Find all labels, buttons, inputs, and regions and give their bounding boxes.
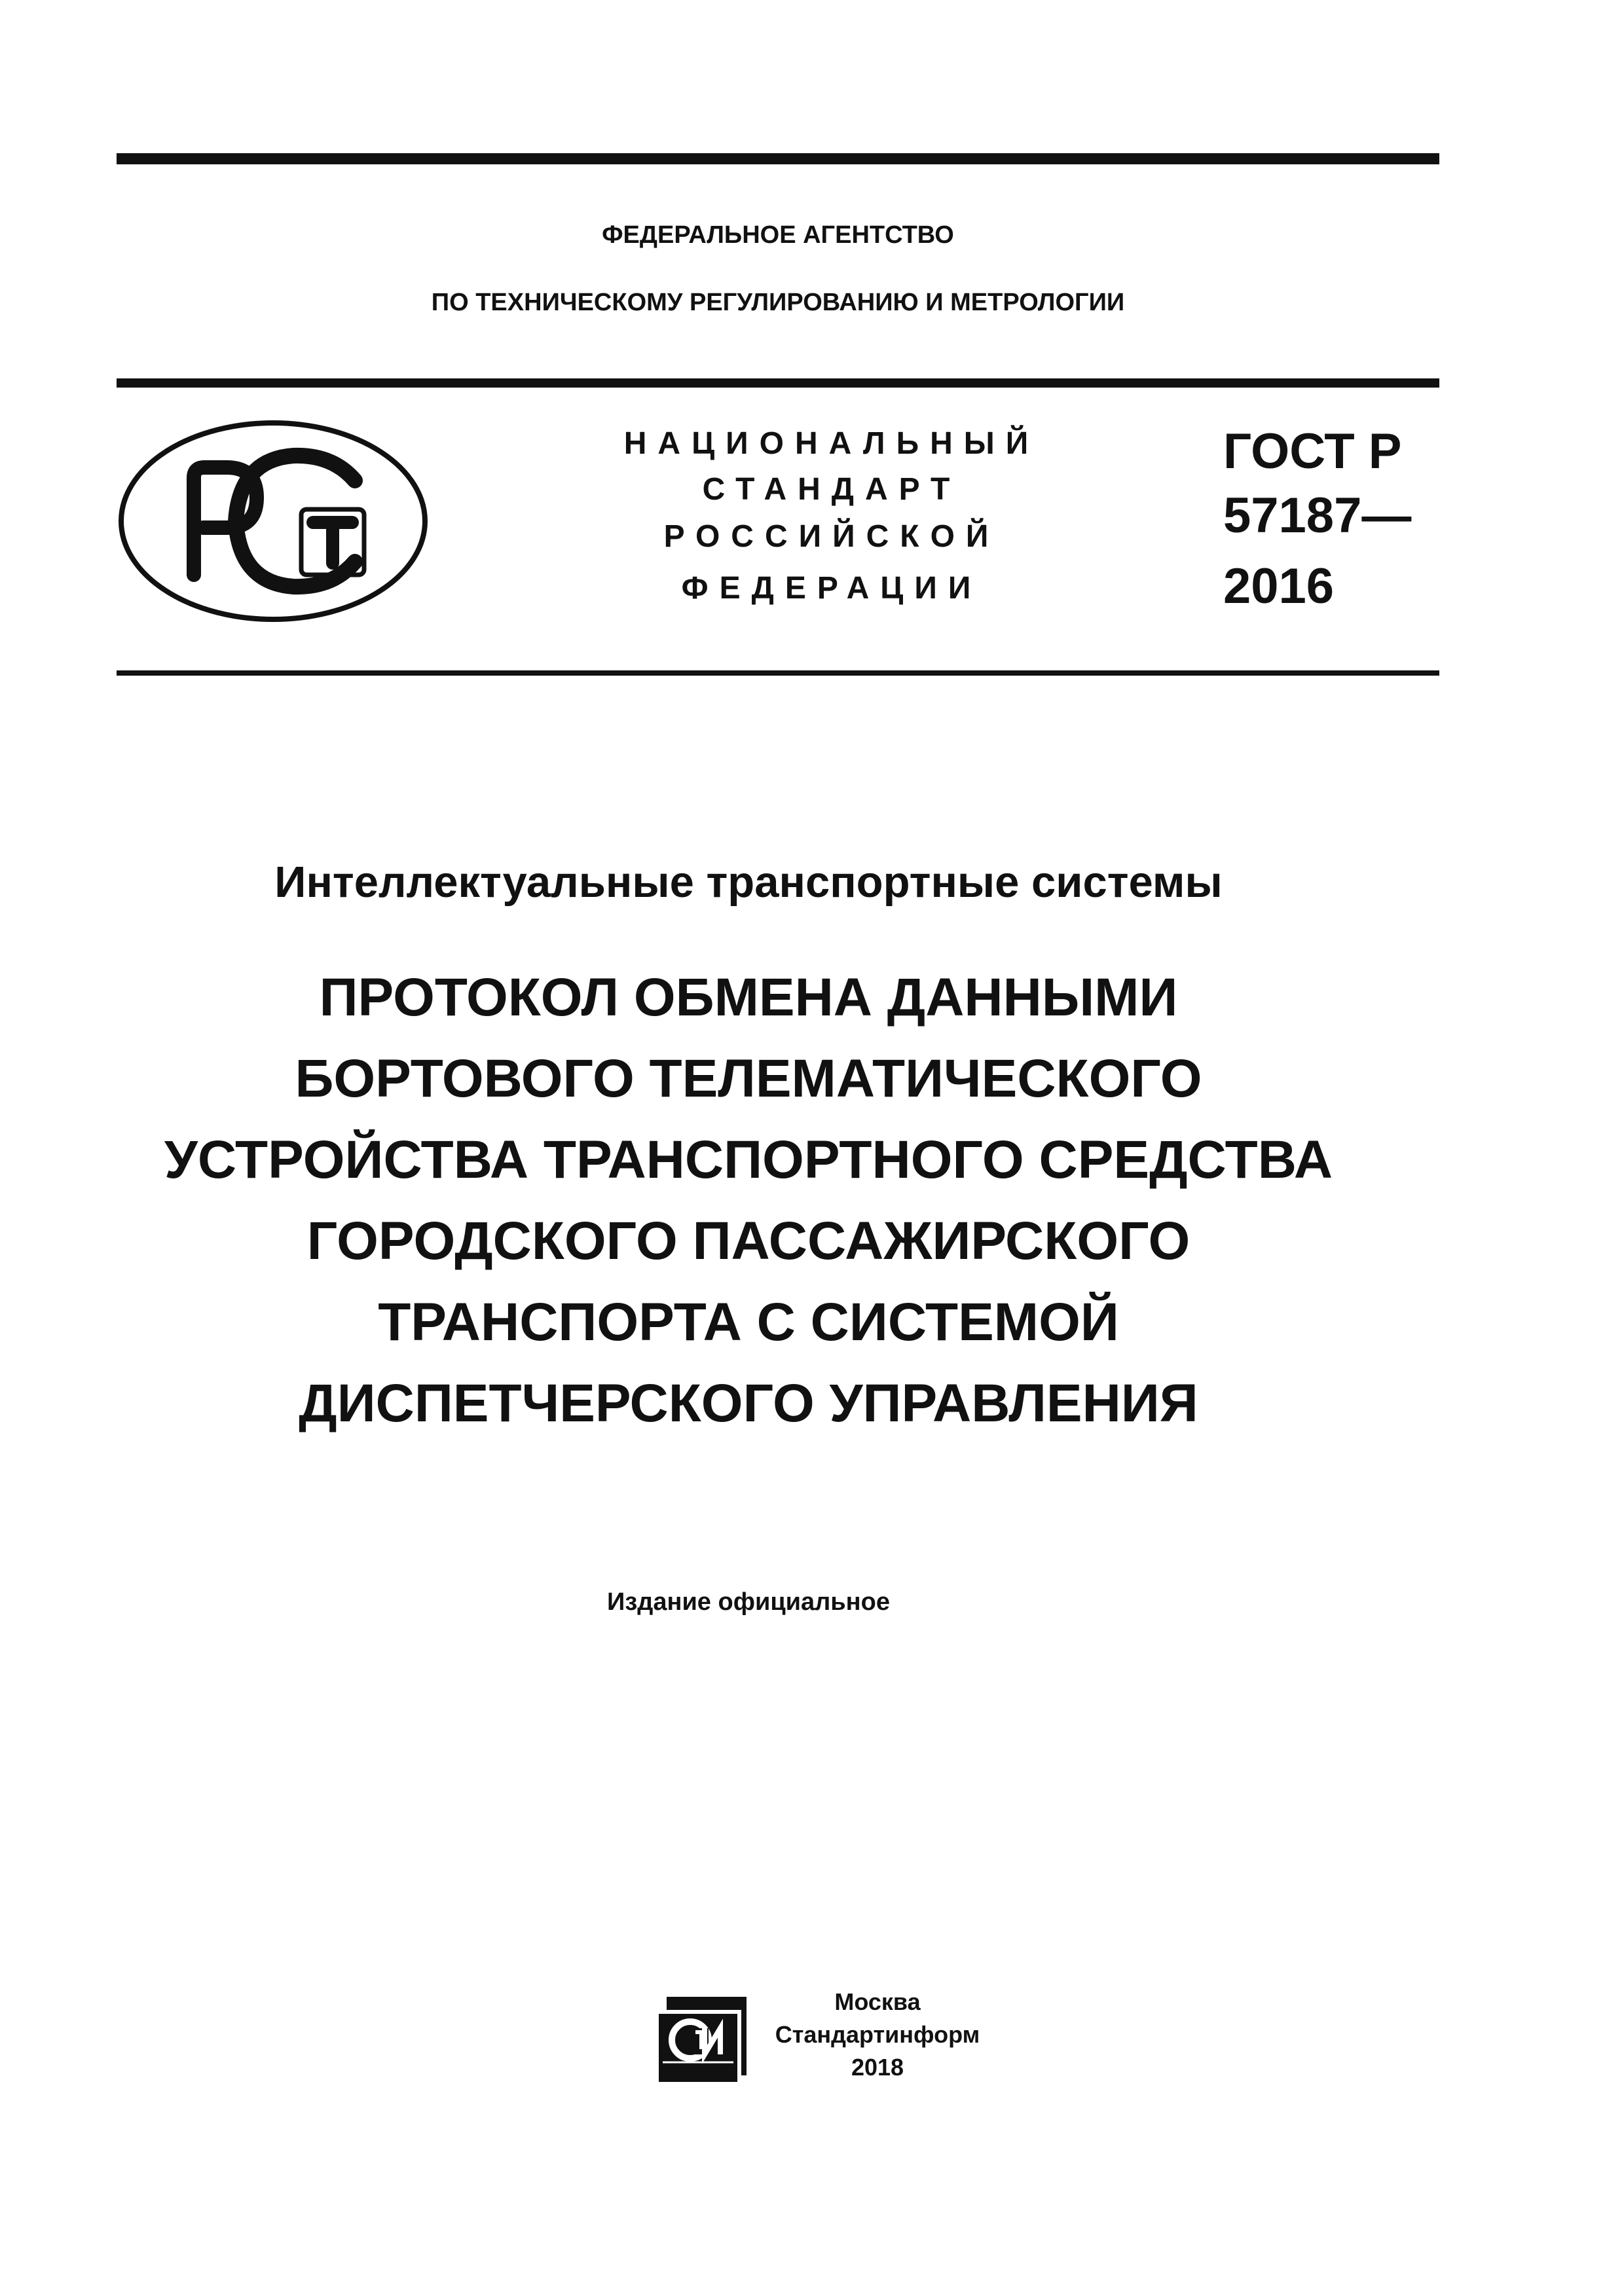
publisher-year: 2018 xyxy=(851,2054,904,2081)
title-line: ПРОТОКОЛ ОБМЕНА ДАННЫМИ xyxy=(319,968,1178,1027)
document-title xyxy=(117,957,1439,1444)
agency-line-1: ФЕДЕРАЛЬНОЕ АГЕНТСТВО xyxy=(602,221,954,249)
standard-type-line-2: СТАНДАРТ xyxy=(702,472,961,507)
gost-r-certification-logo-icon xyxy=(117,418,430,625)
designation-line-3: 2016 xyxy=(1223,558,1335,614)
middle-rule xyxy=(117,378,1439,388)
title-line: ДИСПЕТЧЕРСКОГО УПРАВЛЕНИЯ xyxy=(299,1374,1198,1433)
bottom-rule xyxy=(117,670,1439,676)
title-line: ГОРОДСКОГО ПАССАЖИРСКОГО xyxy=(306,1211,1190,1271)
title-line: УСТРОЙСТВА ТРАНСПОРТНОГО СРЕДСТВА xyxy=(164,1130,1333,1190)
designation-line-1: ГОСТ Р xyxy=(1223,424,1402,479)
publisher-name: Стандартинформ xyxy=(775,2021,980,2048)
standard-type-line-1: НАЦИОНАЛЬНЫЙ xyxy=(623,426,1040,461)
agency-line-2: ПО ТЕХНИЧЕСКОМУ РЕГУЛИРОВАНИЮ И МЕТРОЛОГИИ xyxy=(431,289,1125,316)
title-line: ТРАНСПОРТА С СИСТЕМОЙ xyxy=(378,1292,1119,1352)
standartinform-logo-icon xyxy=(656,1994,749,2085)
standard-type-line-3: РОССИЙСКОЙ xyxy=(663,519,1000,554)
standard-type-line-4: ФЕДЕРАЦИИ xyxy=(681,571,982,606)
document-subtitle: Интеллектуальные транспортные системы xyxy=(274,858,1223,907)
publisher-city: Москва xyxy=(834,1988,921,2015)
designation-line-2: 57187— xyxy=(1223,488,1412,543)
top-rule xyxy=(117,153,1439,164)
title-line: БОРТОВОГО ТЕЛЕМАТИЧЕСКОГО xyxy=(295,1049,1202,1108)
edition-label: Издание официальное xyxy=(607,1588,890,1616)
